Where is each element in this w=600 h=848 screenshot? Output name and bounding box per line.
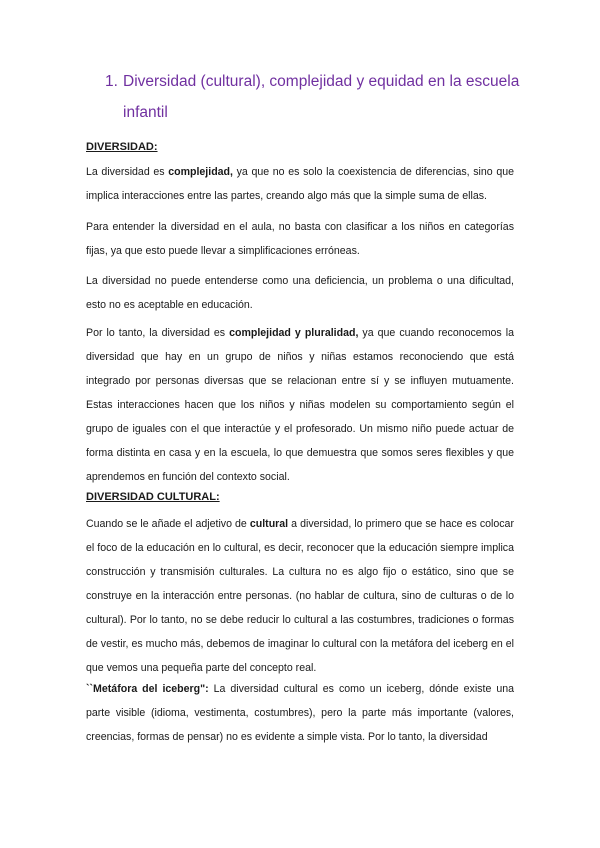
p1-text-c: ya que no es solo la coexistencia de diferencias, sino que implica interacciones entre las partes, creando algo más que la simple suma de ellas. — [86, 166, 514, 202]
heading-number: 1. — [105, 73, 118, 90]
p1-text-a: La diversidad es — [86, 166, 169, 178]
p4-text-c: ya que cuando reconocemos la diversidad que hay en un grupo de niños y niñas estamos reconociendo que está integrado por personas diversas que se relacionan entre sí y se influyen mutuamente. Estas interacciones hacen que los niños y niñas modelen su comportamiento según el grupo de iguales con el que interactúe y el profesorado. Un mismo niño puede actuar de forma distinta en casa y en la escuela, lo que demuestra que somos seres flexibles y que aprendemos en función del contexto social. — [86, 327, 514, 483]
p4-bold: complejidad y pluralidad, — [229, 327, 359, 339]
p5-text-c: a diversidad, lo primero que se hace es colocar el foco de la educación en lo cultural, es decir, reconocer que la educación siempre implica construcción y transmisión culturales. La cultura no es algo fijo o estático, sino que se construye en la interacción entre personas. (no hablar de cultura, sino de culturas o de lo cultural). Por lo tanto, no se debe reducir lo cultural a las costumbres, tradiciones o formas de vestir, es mucho más, debemos de imaginar lo cultural con la metáfora del iceberg en el que vemos una pequeña parte del concepto real. — [86, 518, 514, 674]
paragraph-5 — [86, 512, 514, 680]
paragraph-3: La diversidad no puede entenderse como una deficiencia, un problema o una dificultad, esto no es aceptable en educación. — [86, 275, 514, 311]
p5-bold: cultural — [249, 518, 289, 530]
diversidad-cultural-title: DIVERSIDAD CULTURAL: — [86, 491, 220, 503]
section-heading — [105, 66, 525, 128]
p6-text-b: La diversidad cultural es como un iceberg, dónde existe una parte visible (idioma, vestimenta, costumbres), pero la parte más importante (valores, creencias, formas de pensar) no es evidente a simple vista. Por lo tanto, la diversidad — [86, 683, 514, 743]
diversidad-title: DIVERSIDAD: — [86, 141, 158, 153]
p5-text-a: Cuando se le añade el adjetivo de — [86, 518, 250, 530]
paragraph-1 — [86, 160, 514, 208]
p4-text-a: Por lo tanto, la diversidad es — [86, 327, 230, 339]
heading-line-1: Diversidad (cultural), complejidad y equidad en la escuela — [123, 73, 520, 90]
heading-line-2: infantil — [123, 104, 168, 121]
p1-bold: complejidad, — [168, 166, 233, 178]
p6-bold: ``Metáfora del iceberg": — [86, 683, 209, 695]
paragraph-4 — [86, 321, 514, 489]
paragraph-6 — [86, 677, 514, 749]
paragraph-2: Para entender la diversidad en el aula, no basta con clasificar a los niños en categorías fijas, ya que esto puede llevar a simplificaciones erróneas. — [86, 221, 514, 257]
